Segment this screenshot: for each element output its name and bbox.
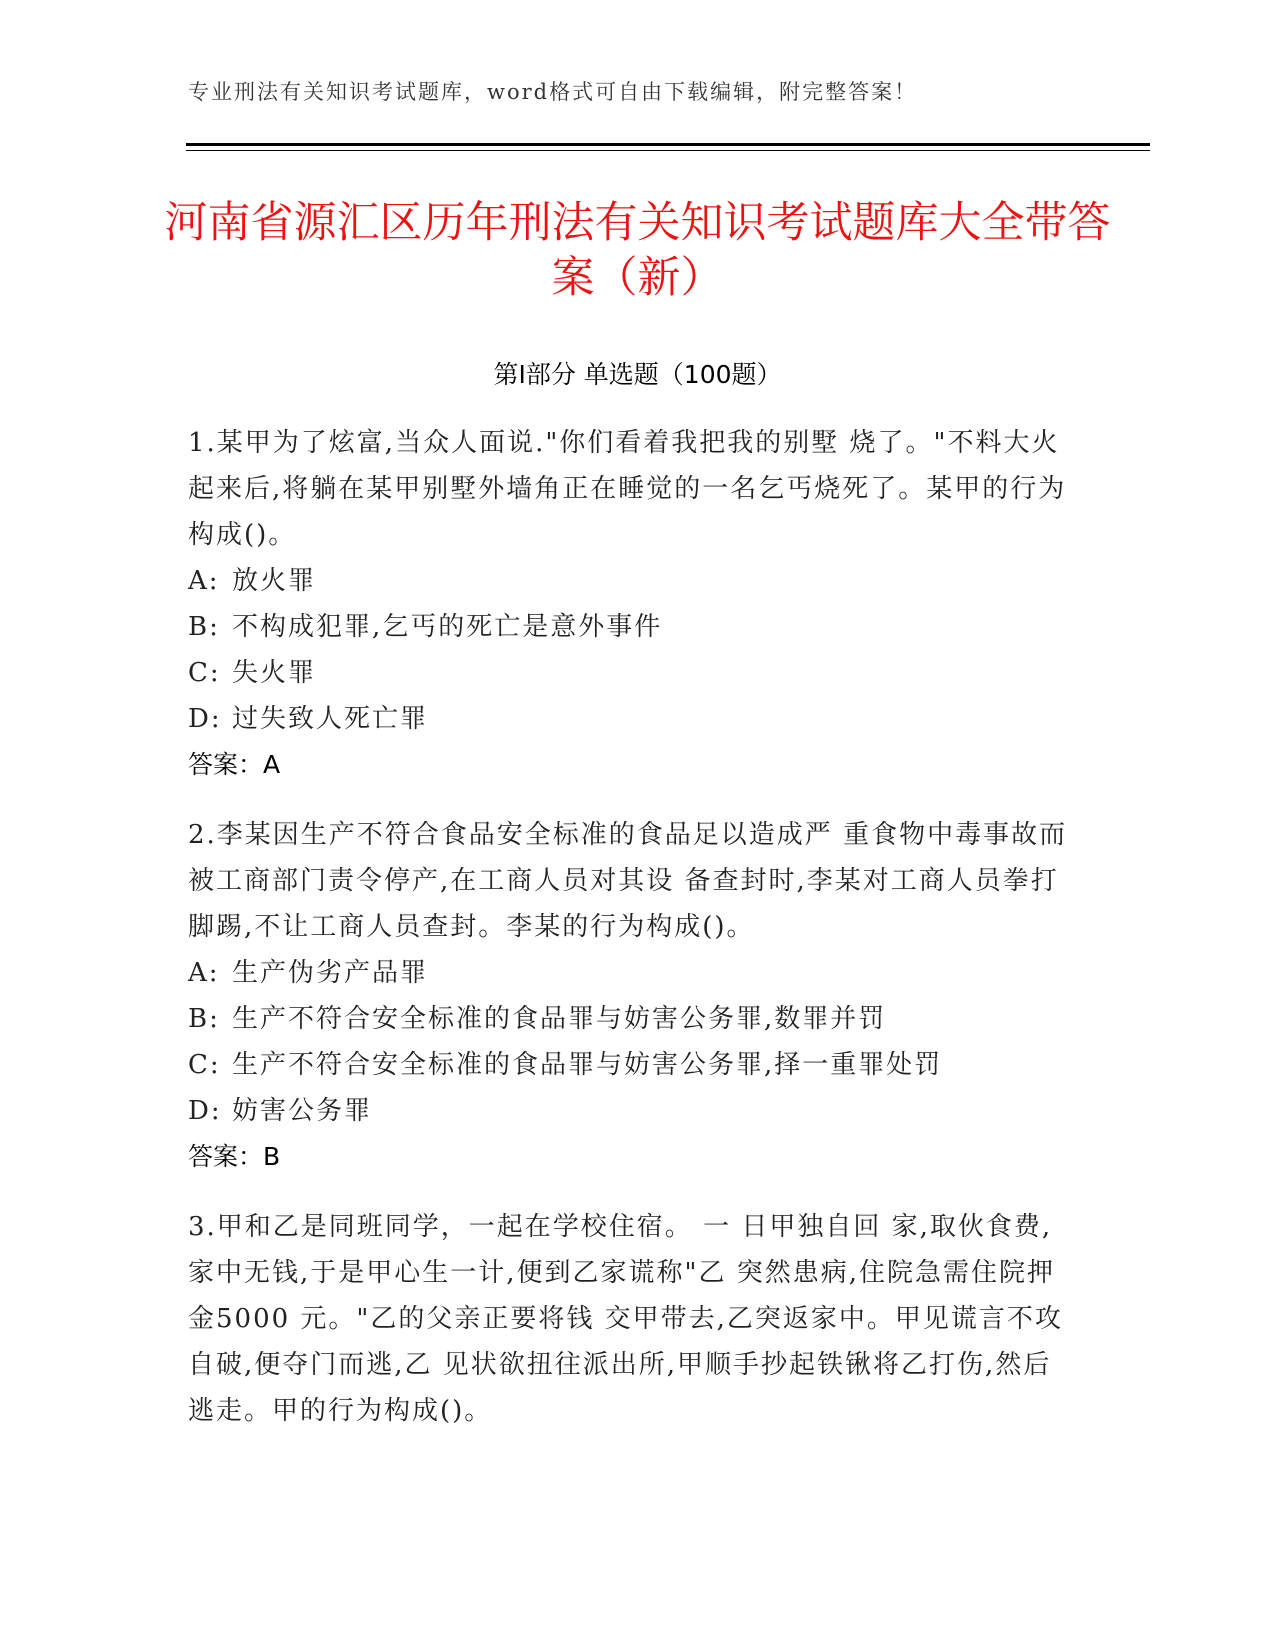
- option-text: 失火罪: [232, 658, 317, 688]
- option-key: C:: [188, 658, 221, 688]
- answer: 答案：B: [188, 1142, 281, 1171]
- header-note: 专业刑法有关知识考试题库，word格式可自由下载编辑，附完整答案！: [188, 80, 918, 104]
- question-3: [188, 1204, 1068, 1434]
- option-d: [188, 1088, 1068, 1134]
- option-b: [188, 604, 1068, 650]
- question-1: [188, 420, 1068, 788]
- option-a: [188, 950, 1068, 996]
- question-stem: 2.李某因生产不符合食品安全标准的食品足以造成严 重食物中毒事故而被工商部门责令停产,在工商人员对其设 备查封时,李某对工商人员拳打脚踢,不让工商人员查封。李某的行为构成()。: [188, 820, 1068, 942]
- option-c: [188, 1042, 1068, 1088]
- option-b: [188, 996, 1068, 1042]
- section-title: 第Ⅰ部分 单选题（100题）: [493, 360, 782, 389]
- option-key: B:: [188, 1004, 220, 1034]
- question-stem: 1.某甲为了炫富,当众人面说."你们看着我把我的别墅 烧了。"不料大火起来后,将躺在某甲别墅外墙角正在睡觉的一名乞丐烧死了。某甲的行为构成()。: [188, 428, 1067, 550]
- option-key: C:: [188, 1050, 221, 1080]
- option-text: 生产不符合安全标准的食品罪与妨害公务罪,择一重罪处罚: [232, 1050, 943, 1080]
- option-text: 生产伪劣产品罪: [232, 958, 429, 988]
- option-text: 放火罪: [232, 566, 317, 596]
- option-key: D:: [188, 704, 222, 734]
- option-text: 妨害公务罪: [232, 1096, 373, 1126]
- question-stem: 3.甲和乙是同班同学，一起在学校住宿。 一 日甲独自回 家,取伙食费,家中无钱,于是甲心生一计,便到乙家谎称"乙 突然患病,住院急需住院押金5000 元。"乙的父亲正要将钱 交甲带去,乙突返家中。甲见谎言不攻自破,便夺门而逃,乙 见状欲扭往派出所,甲顺手抄起铁锹将乙打伤,然后逃走。甲的行为构成()。: [188, 1212, 1063, 1426]
- option-d: [188, 696, 1068, 742]
- document-title: 河南省源汇区历年刑法有关知识考试题库大全带答案（新）: [164, 198, 1111, 303]
- header-rule-thin: [186, 150, 1150, 151]
- option-key: D:: [188, 1096, 222, 1126]
- option-key: B:: [188, 612, 220, 642]
- answer: 答案：A: [188, 750, 281, 779]
- option-a: [188, 558, 1068, 604]
- question-2: [188, 812, 1068, 1180]
- option-text: 过失致人死亡罪: [232, 704, 429, 734]
- header-rule-thick: [186, 143, 1150, 146]
- option-c: [188, 650, 1068, 696]
- option-text: 生产不符合安全标准的食品罪与妨害公务罪,数罪并罚: [232, 1004, 887, 1034]
- option-key: A:: [188, 566, 220, 596]
- option-text: 不构成犯罪,乞丐的死亡是意外事件: [232, 612, 663, 642]
- option-key: A:: [188, 958, 220, 988]
